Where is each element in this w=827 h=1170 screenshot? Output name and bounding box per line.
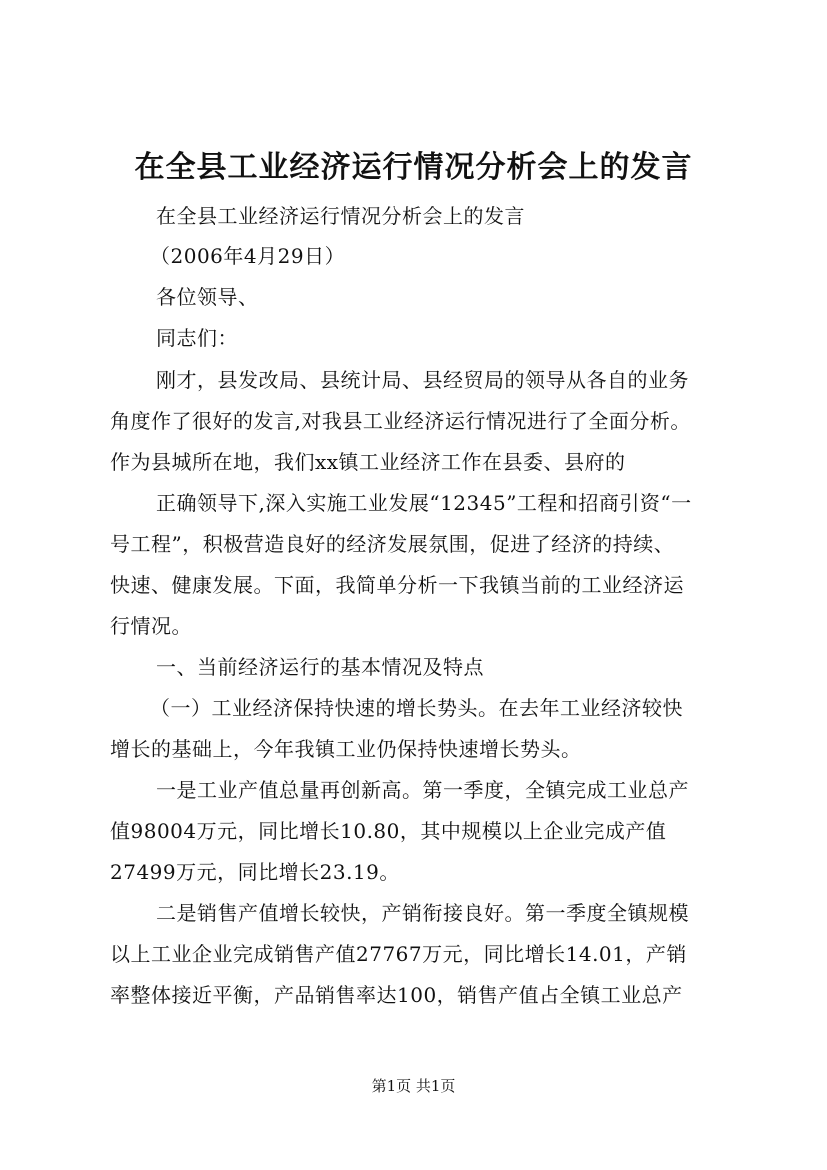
document-title: 在全县工业经济运行情况分析会上的发言 [134, 150, 693, 185]
paragraph-line: 27499万元，同比增长23.19。 [110, 860, 400, 884]
paragraph-line: 增长的基础上，今年我镇工业仍保持快速增长势头。 [110, 737, 582, 761]
paragraph-line: 二是销售产值增长较快，产销衔接良好。第一季度全镇规模 [156, 901, 689, 925]
paragraph-line: 一是工业产值总量再创新高。第一季度，全镇完成工业总产 [156, 778, 689, 802]
section-heading: 一、当前经济运行的基本情况及特点 [156, 655, 484, 679]
paragraph-line: （一）工业经济保持快速的增长势头。在去年工业经济较快 [150, 696, 683, 720]
paragraph-line: 快速、健康发展。下面，我简单分析一下我镇当前的工业经济运 [110, 573, 684, 597]
paragraph-line: 号工程”，积极营造良好的经济发展氛围，促进了经济的持续、 [110, 532, 675, 556]
date-line: （2006年4月29日） [150, 244, 346, 268]
subtitle-line: 在全县工业经济运行情况分析会上的发言 [156, 204, 525, 228]
salutation-line: 各位领导、 [156, 285, 259, 309]
paragraph-line: 以上工业企业完成销售产值27767万元，同比增长14.01，产销 [110, 942, 687, 966]
paragraph-line: 作为县城所在地，我们xx镇工业经济工作在县委、县府的 [110, 450, 626, 474]
paragraph-line: 率整体接近平衡，产品销售率达100，销售产值占全镇工业总产 [110, 983, 683, 1007]
paragraph-line: 行情况。 [110, 614, 192, 638]
paragraph-line: 正确领导下,深入实施工业发展“12345”工程和招商引资“一 [156, 491, 692, 515]
salutation-line: 同志们： [156, 326, 238, 350]
paragraph-line: 角度作了很好的发言,对我县工业经济运行情况进行了全面分析。 [110, 409, 691, 433]
paragraph-line: 刚才，县发改局、县统计局、县经贸局的领导从各自的业务 [156, 368, 689, 392]
page-footer: 第1页 共1页 [371, 1077, 456, 1095]
paragraph-line: 值98004万元，同比增长10.80，其中规模以上企业完成产值 [110, 819, 667, 843]
